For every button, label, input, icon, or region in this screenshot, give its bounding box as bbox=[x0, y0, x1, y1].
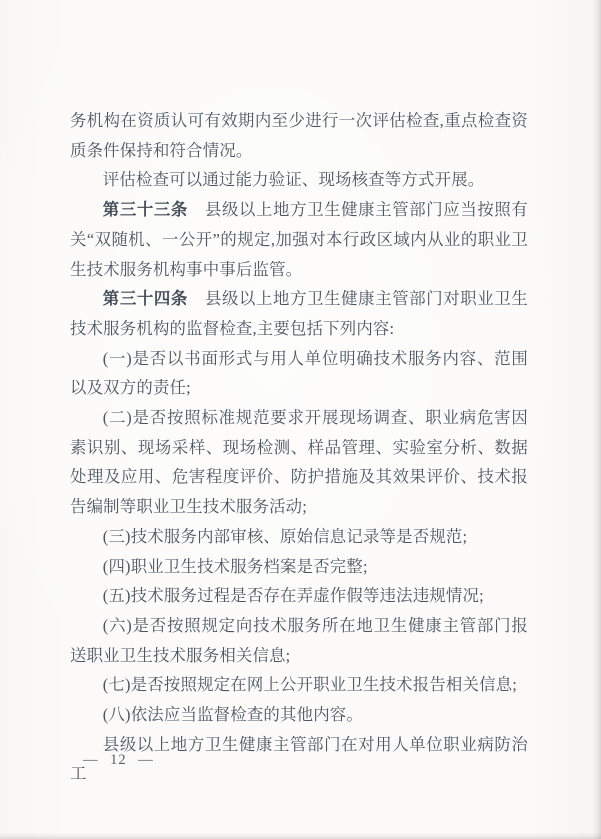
document-body bbox=[70, 106, 528, 789]
article-number: 第三十四条 bbox=[102, 289, 205, 309]
paragraph: (五)技术服务过程是否存在弄虚作假等违法违规情况; bbox=[102, 586, 484, 606]
paragraph: 务机构在资质认可有效期内至少进行一次评估检查,重点检查资质条件保持和符合情况。 bbox=[70, 111, 528, 160]
paragraph: (三)技术服务内部审核、原始信息记录等是否规范; bbox=[102, 526, 468, 546]
page-number: — 12 — bbox=[83, 752, 154, 768]
paragraph: 第三十四条 县级以上地方卫生健康主管部门对职业卫生技术服务机构的监督检查,主要包括下列内容: bbox=[70, 289, 528, 338]
paragraph: (六)是否按照规定向技术服务所在地卫生健康主管部门报送职业卫生技术服务相关信息; bbox=[70, 615, 528, 665]
paragraph: 评估检查可以通过能力验证、现场核查等方式开展。 bbox=[102, 170, 485, 190]
paragraph: (八)依法应当监督检查的其他内容。 bbox=[102, 705, 363, 725]
paragraph: 第三十三条 县级以上地方卫生健康主管部门应当按照有关“双随机、一公开”的规定,加强对本行政区域内从业的职业卫生技术服务机构事中事后监管。 bbox=[70, 200, 528, 279]
article-number: 第三十三条 bbox=[102, 200, 205, 220]
paragraph: (七)是否按照规定在网上公开职业卫生技术报告相关信息; bbox=[102, 675, 518, 695]
paragraph: (四)职业卫生技术服务档案是否完整; bbox=[102, 556, 368, 576]
paragraph: 县级以上地方卫生健康主管部门在对用人单位职业病防治工 bbox=[70, 734, 528, 784]
paragraph: (二)是否按照标准规范要求开展现场调查、职业病危害因素识别、现场采样、现场检测、样品管理、实验室分析、数据处理及应用、危害程度评价、防护措施及其效果评价、技术报告编制等职业卫生技术服务活动; bbox=[70, 408, 528, 517]
scan-edge-shadow-right bbox=[592, 0, 601, 839]
scan-edge-shadow-bottom bbox=[0, 832, 601, 839]
paragraph: (一)是否以书面形式与用人单位明确技术服务内容、范围以及双方的责任; bbox=[70, 348, 528, 398]
